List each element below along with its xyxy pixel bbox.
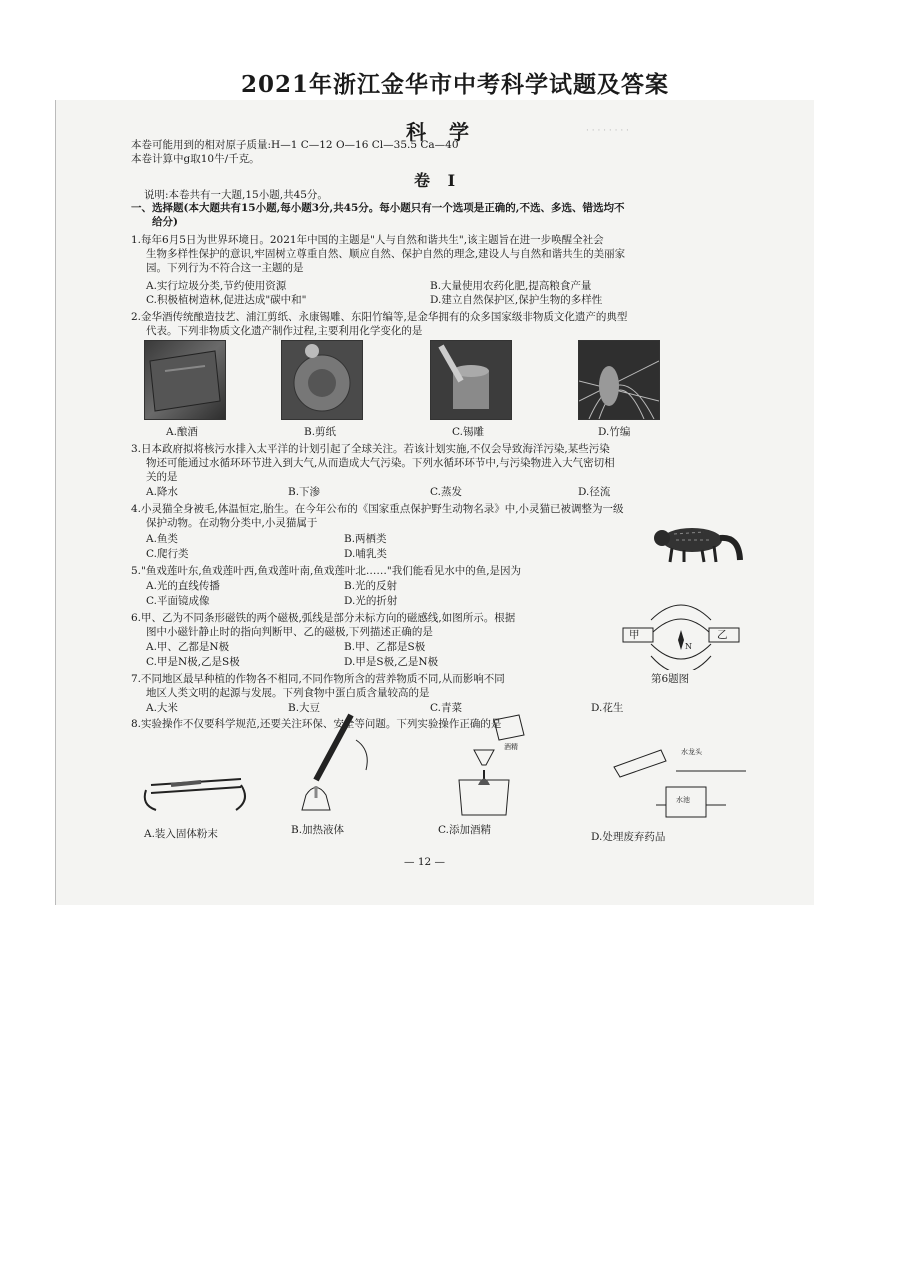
- q8-option-d: D.处理废弃药品: [591, 831, 666, 843]
- magnet-label-yi: 乙: [717, 629, 728, 641]
- atomic-mass-note: 本卷可能用到的相对原子质量:H—1 C—12 O—16 Cl—35.5 Ca—40: [131, 139, 459, 151]
- q4-option-c: C.爬行类: [146, 548, 189, 560]
- compass-n-label: N: [685, 642, 692, 651]
- q5-option-d: D.光的折射: [344, 595, 398, 607]
- lab-figure-c: [434, 710, 534, 820]
- magnet-label-jia: 甲: [629, 629, 640, 641]
- instructions: 说明:本卷共有一大题,15小题,共45分。: [144, 189, 328, 201]
- bleed-through-text: · · · · · · · ·: [586, 126, 629, 136]
- q4-text: 4.小灵猫全身被毛,体温恒定,胎生。在今年公布的《国家重点保护野生动物名录》中,小灵猫已被调整为一级: [131, 503, 624, 515]
- q7-text: 7.不同地区最早种植的作物各不相同,不同作物所含的营养物质不同,从而影响不同: [131, 673, 505, 685]
- q3-option-a: A.降水: [146, 486, 178, 498]
- g-value-note: 本卷计算中g取10牛/千克。: [131, 153, 260, 165]
- q7-option-c: C.青菜: [430, 702, 462, 714]
- q2-text: 2.金华酒传统酿造技艺、浦江剪纸、永康锡雕、东阳竹编等,是金华拥有的众多国家级非物质文化遗产的典型: [131, 311, 628, 323]
- section-heading-cont: 给分): [152, 216, 178, 228]
- q5-text: 5."鱼戏莲叶东,鱼戏莲叶西,鱼戏莲叶南,鱼戏莲叶北……"我们能看见水中的鱼,是因为: [131, 565, 522, 577]
- photo-paper-cutting: [281, 340, 363, 420]
- q6-text: 图中小磁针静止时的指向判断甲、乙的磁极,下列描述正确的是: [146, 626, 433, 638]
- q5-option-c: C.平面镜成像: [146, 595, 210, 607]
- q7-option-a: A.大米: [146, 702, 178, 714]
- q3-text: 3.日本政府拟将核污水排入太平洋的计划引起了全球关注。若该计划实施,不仅会导致海洋污染,某些污染: [131, 443, 610, 455]
- q8-option-b: B.加热液体: [291, 824, 345, 836]
- sink-label: 水池: [676, 796, 690, 804]
- q1-option-a: A.实行垃圾分类,节约使用资源: [146, 280, 287, 292]
- q7-option-b: B.大豆: [288, 702, 321, 714]
- q6-figure-caption: 第6题图: [651, 673, 690, 685]
- scanned-exam-page: [55, 100, 814, 905]
- q1-option-b: B.大量使用农药化肥,提高粮食产量: [430, 280, 592, 292]
- q8-option-c: C.添加酒精: [438, 824, 491, 836]
- q6-option-a: A.甲、乙都是N极: [146, 641, 230, 653]
- photo-brewing: [144, 340, 226, 420]
- q3-option-c: C.蒸发: [430, 486, 462, 498]
- q1-option-c: C.积极植树造林,促进达成"碳中和": [146, 294, 307, 306]
- q2-text: 代表。下列非物质文化遗产制作过程,主要利用化学变化的是: [146, 325, 423, 337]
- q5-option-b: B.光的反射: [344, 580, 398, 592]
- q2-option-d: D.竹编: [598, 426, 631, 438]
- document-title: 2021年浙江金华市中考科学试题及答案: [240, 71, 669, 98]
- q6-text: 6.甲、乙为不同条形磁铁的两个磁极,弧线是部分未标方向的磁感线,如图所示。根据: [131, 612, 516, 624]
- volume-heading: 卷 Ⅰ: [414, 171, 462, 190]
- magnet-figure: [621, 600, 741, 670]
- q1-option-d: D.建立自然保护区,保护生物的多样性: [430, 294, 603, 306]
- q4-text: 保护动物。在动物分类中,小灵猫属于: [146, 517, 318, 529]
- q3-text: 关的是: [146, 471, 178, 483]
- section-heading: 一、选择题(本大题共有15小题,每小题3分,共45分。每小题只有一个选项是正确的,不选、多选、错选均不: [131, 202, 625, 214]
- q6-option-b: B.甲、乙都是S极: [344, 641, 426, 653]
- q4-option-a: A.鱼类: [146, 533, 178, 545]
- q6-option-d: D.甲是S极,乙是N极: [344, 656, 439, 668]
- q3-option-b: B.下渗: [288, 486, 321, 498]
- q5-option-a: A.光的直线传播: [146, 580, 220, 592]
- q8-option-a: A.装入固体粉末: [144, 828, 218, 840]
- q2-option-b: B.剪纸: [304, 426, 337, 438]
- civet-illustration: [644, 518, 744, 564]
- faucet-label: 水龙头: [681, 748, 702, 756]
- lab-figure-d: [606, 745, 756, 825]
- page-number: — 12 —: [404, 856, 446, 868]
- photo-tin-carving: [430, 340, 512, 420]
- q6-option-c: C.甲是N极,乙是S极: [146, 656, 240, 668]
- q8-text: 8.实验操作不仅要科学规范,还要关注环保、安全等问题。下列实验操作正确的是: [131, 718, 502, 730]
- alcohol-label: 酒精: [504, 743, 518, 751]
- q1-text: 园。下列行为不符合这一主题的是: [146, 262, 304, 274]
- q3-option-d: D.径流: [578, 486, 611, 498]
- q1-text: 生物多样性保护的意识,牢固树立尊重自然、顺应自然、保护自然的理念,建设人与自然和谐共生的美丽家: [146, 248, 626, 260]
- q1-text: 1.每年6月5日为世界环境日。2021年中国的主题是"人与自然和谐共生",该主题旨在进一步唤醒全社会: [131, 234, 604, 246]
- lab-figure-b: [296, 710, 376, 820]
- q2-option-c: C.锡雕: [452, 426, 484, 438]
- q4-option-b: B.两栖类: [344, 533, 387, 545]
- lab-figure-a: [141, 765, 251, 820]
- photo-bamboo-weaving: [578, 340, 660, 420]
- q7-option-d: D.花生: [591, 702, 624, 714]
- q3-text: 物还可能通过水循环环节进入到大气,从而造成大气污染。下列水循环环节中,与污染物进入大气密切相: [146, 457, 615, 469]
- q2-option-a: A.酿酒: [166, 426, 198, 438]
- q7-text: 地区人类文明的起源与发展。下列食物中蛋白质含量较高的是: [146, 687, 430, 699]
- subject-heading: 科 学: [406, 120, 477, 144]
- q4-option-d: D.哺乳类: [344, 548, 387, 560]
